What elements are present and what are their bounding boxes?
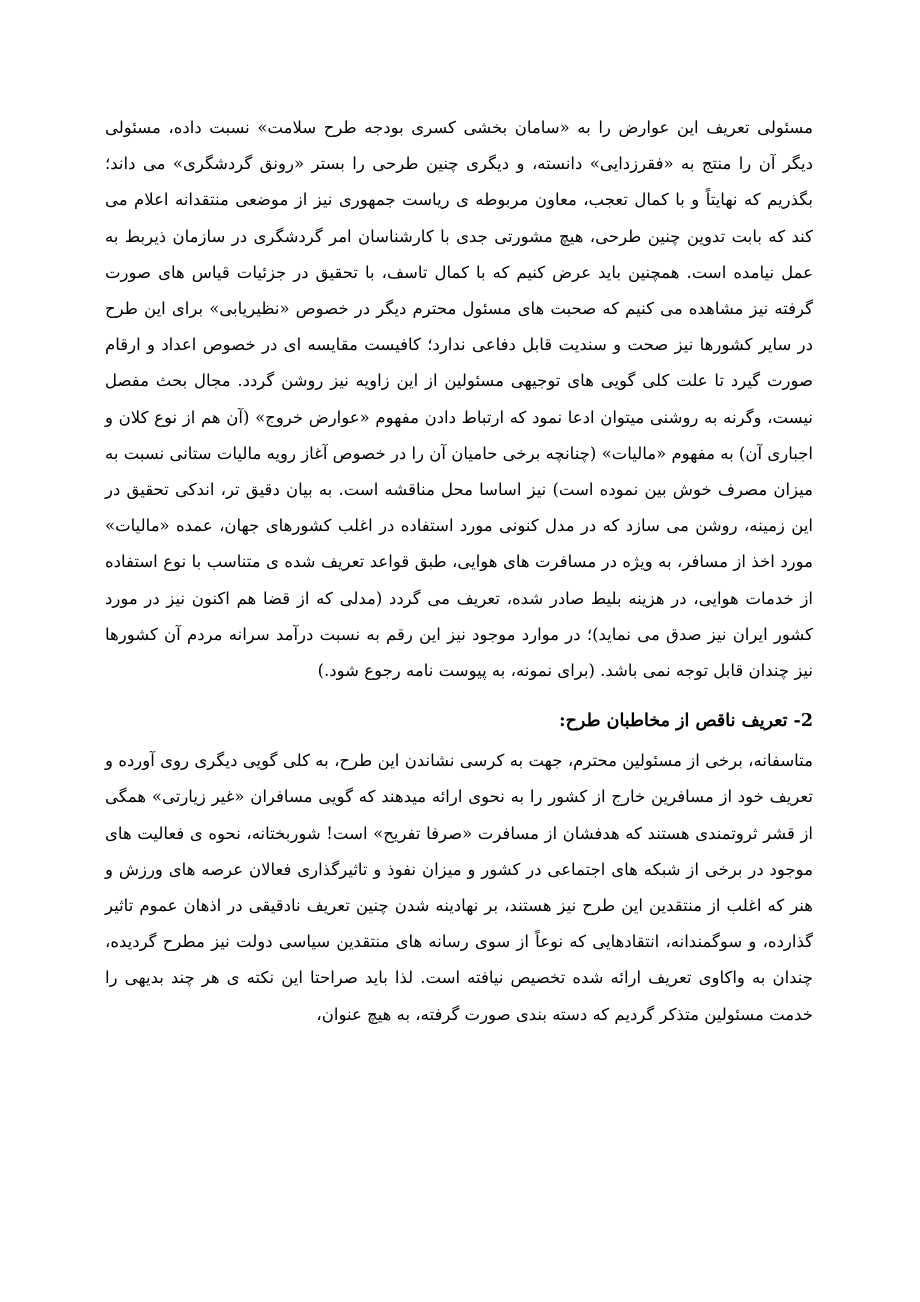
section-title: تعریف ناقص از مخاطبان طرح: <box>559 711 788 732</box>
section-heading-2 <box>105 703 813 739</box>
section-number: 2- <box>793 711 813 732</box>
paragraph-1: مسئولی تعریف این عوارض را به «سامان بخشی کسری بودجه طرح سلامت» نسبت داده، مسئولی دیگر آن را منتج به «فقرزدایی» دانسته، و دیگری چنین طرحی را بستر «رونق گردشگری» می داند؛ بگذریم که نهایتاً و با کمال تعجب، معاون مربوطه ی ریاست جمهوری نیز از موضعی منتقدانه اعلام می کند که بابت تدوین چنین طرحی، هیچ مشورتی جدی با کارشناسان امر گردشگری در سازمان ذیربط به عمل نیامده است. همچنین باید عرض کنیم که با کمال تاسف، با تحقیق در جزئیات قیاس های صورت گرفته نیز مشاهده می کنیم که صحبت های مسئول محترم دیگر در خصوص «نظیریابی» برای این طرح در سایر کشورها نیز صحت و سندیت قابل دفاعی ندارد؛ کافیست مقایسه ای در خصوص اعداد و ارقام صورت گیرد تا علت کلی گویی های توجیهی مسئولین از این زاویه نیز روشن گردد. مجال بحث مفصل نیست، وگرنه به روشنی میتوان ادعا نمود که ارتباط دادن مفهوم «عوارض خروج» (آن هم از نوع کلان و اجباری آن) به مفهوم «مالیات» (چنانچه برخی حامیان آن را در خصوص آغاز رویه مالیات ستانی نسبت به میزان مصرف خوش بین نموده است) نیز اساسا محل مناقشه است. به بیان دقیق تر، اندکی تحقیق در این زمینه، روشن می سازد که در مدل کنونی مورد استفاده در اغلب کشورهای جهان، عمده «مالیات» مورد اخذ از مسافر، به ویژه در مسافرت های هوایی، طبق قواعد تعریف شده ی متناسب با نوع استفاده از خدمات هوایی، در هزینه بلیط صادر شده، تعریف می گردد (مدلی که از قضا هم اکنون نیز در مورد کشور ایران نیز صدق می نماید)؛ در موارد موجود نیز این رقم به نسبت درآمد سرانه مردم آن کشورها نیز چندان قابل توجه نمی باشد. (برای نمونه، به پیوست نامه رجوع شود.) <box>105 118 813 681</box>
paragraph-2: متاسفانه، برخی از مسئولین محترم، جهت به کرسی نشاندن این طرح، به کلی گویی دیگری روی آورده و تعریف خود از مسافرین خارج از کشور را به نحوی ارائه میدهند که گویی مسافران «غیر زیارتی» همگی از قشر ثروتمندی هستند که هدفشان از مسافرت «صرفا تفریح» است! شوربختانه، نحوه ی فعالیت های موجود در برخی از شبکه های اجتماعی در کشور و میزان نفوذ و تاثیرگذاری فعالان عرصه های ورزش و هنر که اغلب از منتقدین این طرح نیز هستند، بر نهادینه شدن چنین تعریف نادقیقی در اذهان عموم تاثیر گذارده، و سوگمندانه، انتقادهایی که نوعاً از سوی رسانه های منتقدین سیاسی دولت نیز مطرح گردیده، چندان به واکاوی تعریف ارائه شده تخصیص نیافته است. لذا باید صراحتا این نکته ی هر چند بدیهی را خدمت مسئولین متذکر گردیم که دسته بندی صورت گرفته، به هیچ عنوان، <box>105 751 813 1024</box>
document-body <box>105 110 813 1033</box>
